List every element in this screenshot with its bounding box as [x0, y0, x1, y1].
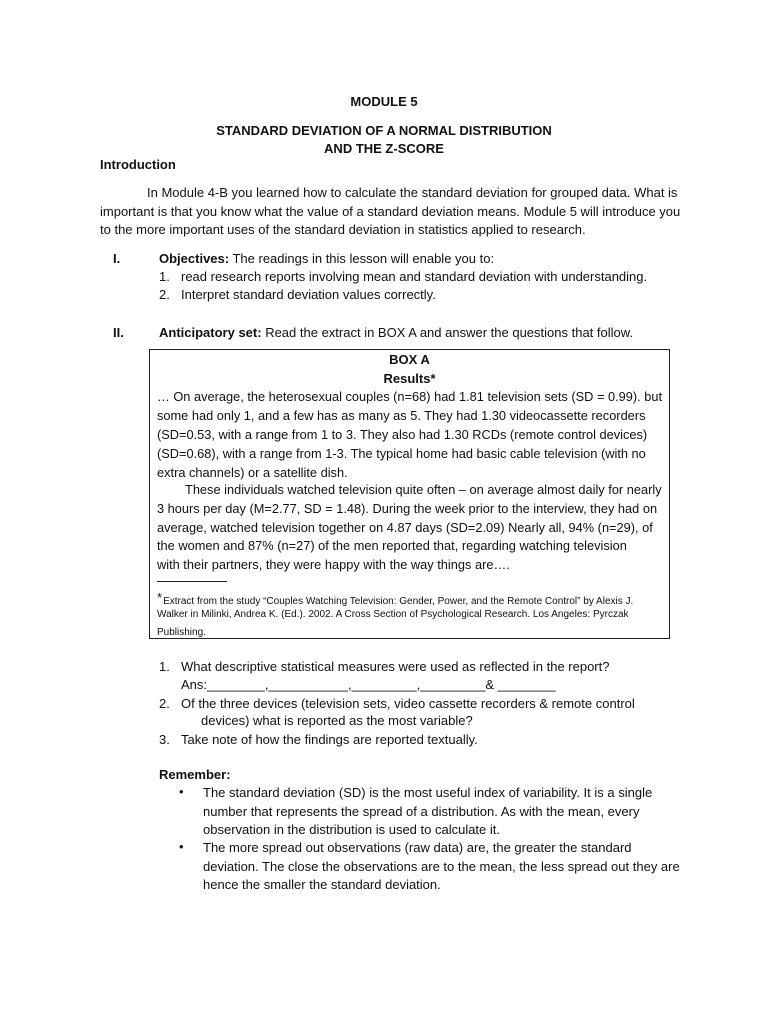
footnote-divider	[157, 581, 227, 582]
box-line-4: (SD=0.68), with a range from 1-3. The typical home had basic cable television (with no	[157, 446, 646, 461]
box-subtitle: Results*	[383, 371, 436, 386]
question-3-text: Take note of how the findings are reported textually.	[181, 732, 478, 747]
section-1-intro	[159, 251, 494, 266]
section-2-numeral: II.	[113, 325, 124, 340]
anticipatory-set-text: Read the extract in BOX A and answer the questions that follow.	[261, 325, 634, 340]
objectives-label: Objectives:	[159, 251, 230, 266]
box-title: BOX A	[389, 352, 430, 367]
objectives-text: The readings in this lesson will enable you to:	[229, 251, 495, 266]
bullet-1-line-3: observation in the distribution is used to calculate it.	[203, 822, 501, 837]
title-line-1: STANDARD DEVIATION OF A NORMAL DISTRIBUTION	[216, 123, 552, 138]
bullet-1-line-2: number that represents the spread of a distribution. As with the mean, every	[203, 804, 640, 819]
box-line-7: 3 hours per day (M=2.77, SD = 1.48). During the week prior to the interview, they had on	[157, 501, 658, 516]
objective-1-text: read research reports involving mean and standard deviation with understanding.	[181, 269, 648, 284]
anticipatory-set-label: Anticipatory set:	[159, 325, 262, 340]
question-3-num: 3.	[159, 732, 170, 747]
module-heading: MODULE 5	[350, 94, 418, 109]
footnote-line-1	[157, 590, 633, 607]
intro-line-1: In Module 4-B you learned how to calculate the standard deviation for grouped data. What is	[147, 185, 678, 200]
bullet-1-line-1: The standard deviation (SD) is the most useful index of variability. It is a single	[203, 785, 653, 800]
intro-line-3: to the more important uses of the standard deviation in statistics applied to research.	[100, 222, 586, 237]
box-line-5: extra channels) or a satellite dish.	[157, 465, 348, 480]
bullet-1-glyph: •	[179, 784, 184, 799]
question-1-answer-line: Ans:________,___________,_________,_________& ________	[181, 677, 556, 692]
box-line-9: the women and 87% (n=27) of the men reported that, regarding watching television	[157, 538, 627, 553]
introduction-heading: Introduction	[100, 157, 176, 172]
bullet-2-line-3: hence the smaller the standard deviation.	[203, 877, 441, 892]
title-line-2: AND THE Z-SCORE	[324, 141, 444, 156]
question-1-text: What descriptive statistical measures were used as reflected in the report?	[181, 659, 610, 674]
box-line-10: with their partners, they were happy with the way things are….	[157, 557, 510, 572]
box-line-8: average, watched television together on 4.87 days (SD=2.09) Nearly all, 94% (n=29), of	[157, 520, 653, 535]
bullet-2-glyph: •	[179, 839, 184, 854]
section-2-intro	[159, 325, 633, 340]
objective-1-num: 1.	[159, 269, 170, 284]
box-line-1: … On average, the heterosexual couples (n=68) had 1.81 television sets (SD = 0.99). but	[157, 389, 663, 404]
footnote-text-1: Extract from the study “Couples Watching Television: Gender, Power, and the Remote Control” by Alexis J.	[163, 596, 634, 607]
section-1-numeral: I.	[113, 251, 121, 266]
box-line-2: some had only 1, and a few has as many as 5. They had 1.30 videocassette recorders	[157, 408, 646, 423]
question-1-num: 1.	[159, 659, 170, 674]
question-2-text: Of the three devices (television sets, video cassette recorders & remote control	[181, 696, 635, 711]
intro-line-2: important is that you know what the value of a standard deviation means. Module 5 will introduce you	[100, 204, 681, 219]
footnote-mark: *	[157, 590, 163, 605]
bullet-2-line-2: deviation. The close the observations are to the mean, the less spread out they are	[203, 859, 680, 874]
footnote-line-2: Walker in Milinki, Andrea K. (Ed.). 2002. A Cross Section of Psychological Research. Los Angeles: Pyrczak	[157, 609, 629, 620]
footnote-line-3: Publishing.	[157, 627, 206, 638]
objective-2-text: Interpret standard deviation values correctly.	[181, 287, 436, 302]
box-line-6: These individuals watched television quite often – on average almost daily for nearly	[185, 482, 662, 497]
remember-label: Remember:	[159, 767, 231, 782]
box-line-3: (SD=0.53, with a range from 1 to 3. They also had 1.30 RCDs (remote control devices)	[157, 427, 648, 442]
question-2-text-2: devices) what is reported as the most variable?	[201, 713, 473, 728]
question-2-num: 2.	[159, 696, 170, 711]
bullet-2-line-1: The more spread out observations (raw data) are, the greater the standard	[203, 840, 632, 855]
objective-2-num: 2.	[159, 287, 170, 302]
